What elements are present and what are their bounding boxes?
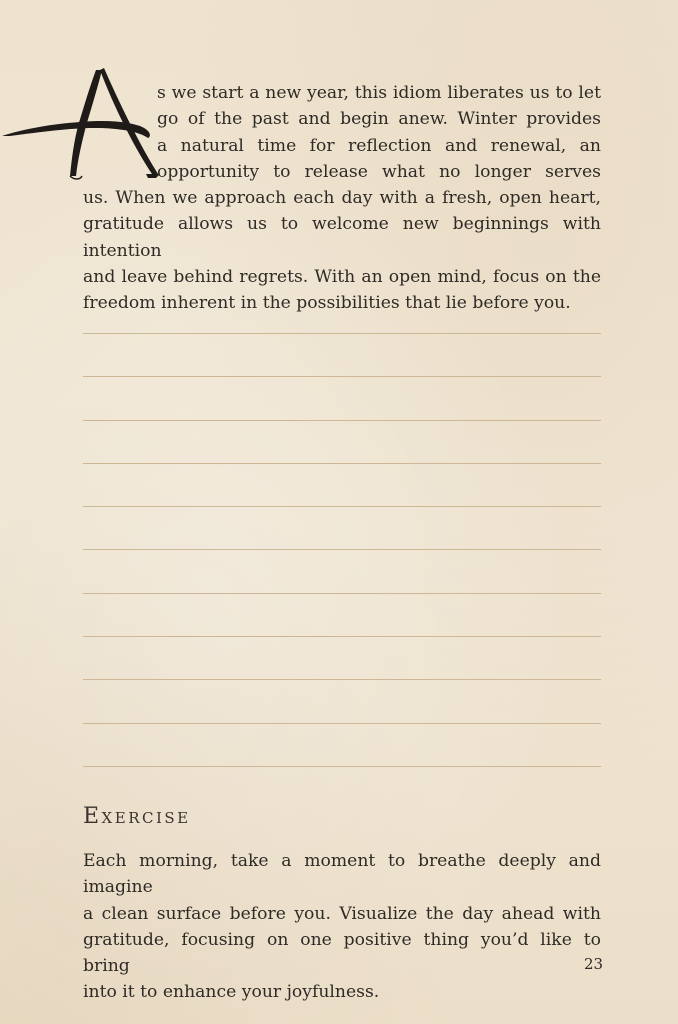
exercise-line-4: into it to enhance your joyfulness.: [83, 982, 380, 1003]
writing-line[interactable]: [83, 463, 601, 464]
exercise-paragraph: [83, 848, 604, 1006]
writing-line[interactable]: [83, 723, 601, 724]
writing-lines[interactable]: [83, 333, 601, 809]
writing-line[interactable]: [83, 636, 601, 637]
intro-paragraph: [83, 80, 601, 317]
writing-line[interactable]: [83, 376, 601, 377]
intro-line-1: s we start a new year, this idiom liberates us to let: [157, 83, 601, 103]
writing-line[interactable]: [83, 506, 601, 507]
intro-line-4: opportunity to release what no longer serves: [157, 161, 601, 182]
writing-line[interactable]: [83, 593, 601, 594]
intro-line-5: us. When we approach each day with a fresh, open heart,: [83, 188, 601, 209]
exercise-line-2: a clean surface before you. Visualize the day ahead with: [83, 903, 601, 924]
writing-line[interactable]: [83, 766, 601, 767]
intro-line-2: go of the past and begin anew. Winter provides: [157, 109, 601, 130]
intro-line-7: and leave behind regrets. With an open mind, focus on the: [83, 267, 601, 288]
exercise-line-3: gratitude, focusing on one positive thing you’d like to bring: [83, 929, 601, 977]
intro-line-6: gratitude allows us to welcome new beginnings with intention: [83, 214, 601, 261]
intro-line-8: freedom inherent in the possibilities that lie before you.: [83, 293, 571, 314]
writing-line[interactable]: [83, 549, 601, 550]
page-number: 23: [584, 955, 604, 973]
writing-line[interactable]: [83, 679, 601, 680]
exercise-line-1: Each morning, take a moment to breathe deeply and imagine: [83, 851, 601, 898]
writing-line[interactable]: [83, 420, 601, 421]
writing-line[interactable]: [83, 333, 601, 334]
exercise-heading: Exercise: [83, 804, 191, 829]
intro-line-3: a natural time for reflection and renewal, an: [157, 135, 601, 156]
